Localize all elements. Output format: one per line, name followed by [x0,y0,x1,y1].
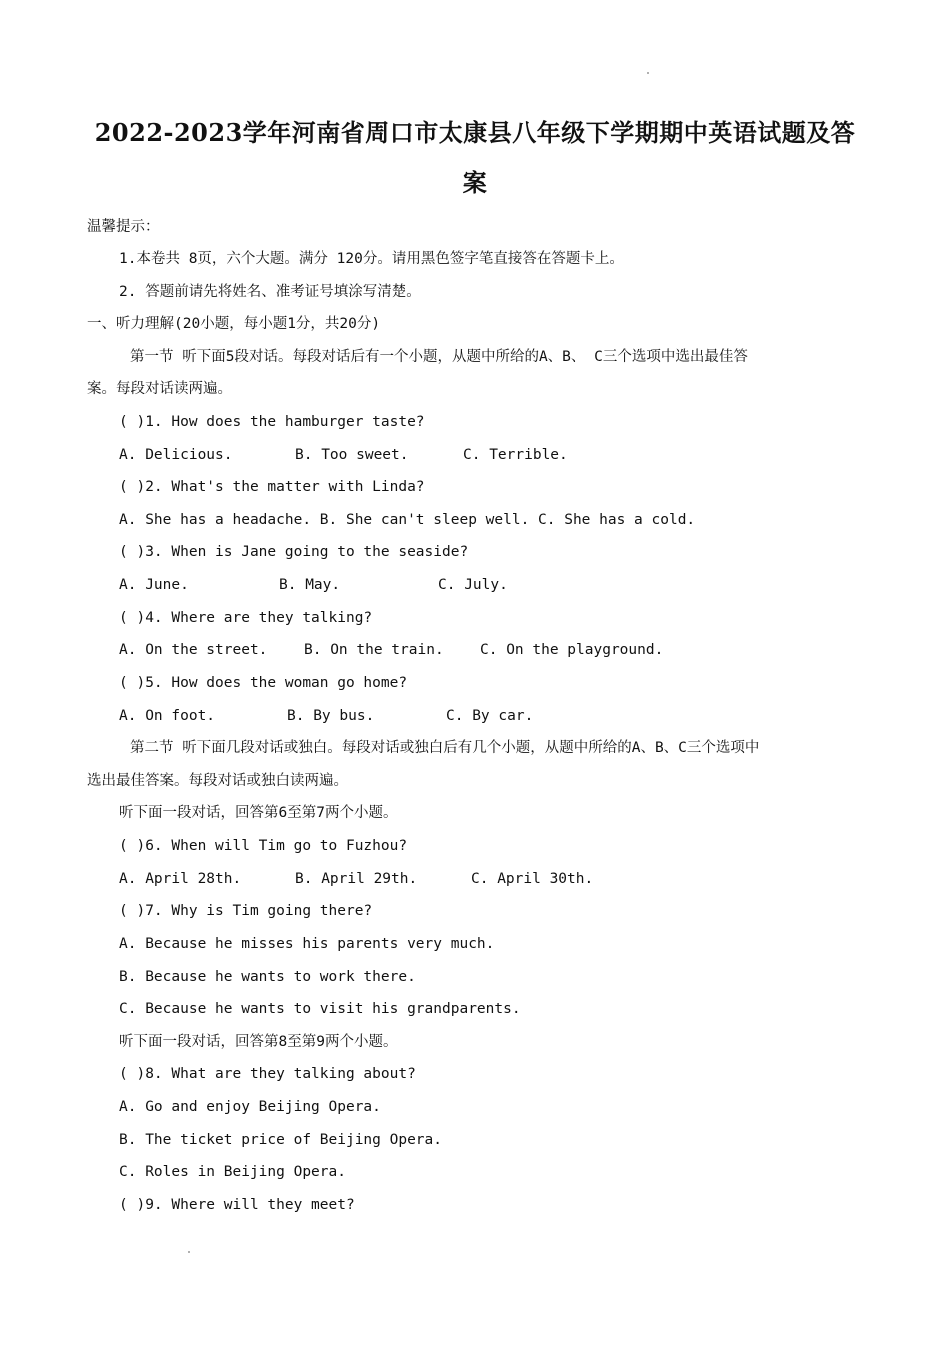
question-stem: ( )8. What are they talking about? [119,1066,416,1082]
dialog-intro: 听下面一段对话，回答第8至第9两个小题。 [119,1034,398,1050]
option-b: B. By bus. [287,708,375,724]
question-stem: ( )3. When is Jane going to the seaside? [119,544,469,560]
option-b: B. Because he wants to work there. [119,969,416,985]
option-c: C. July. [438,577,508,593]
option-a: A. April 28th. [119,871,242,887]
tips-label: 温馨提示： [87,219,160,235]
scan-speck [647,72,649,74]
option-b: B. Too sweet. [295,447,409,463]
part1-instructions: 第一节 听下面5段对话。每段对话后有一个小题，从题中所给的A、B、 C三个选项中选出最佳答 [130,349,748,365]
option-b: B. On the train. [304,642,444,658]
option-c: C. April 30th. [471,871,594,887]
question-stem: ( )1. How does the hamburger taste? [119,414,425,430]
options-line: A. She has a headache. B. She can't sleep well. C. She has a cold. [119,512,696,528]
part2-instructions: 第二节 听下面几段对话或独白。每段对话或独白后有几个小题，从题中所给的A、B、C三个选项中 [130,740,760,756]
part1-instructions-cont: 案。每段对话读两遍。 [87,381,232,397]
option-c: C. Terrible. [463,447,568,463]
question-stem: ( )6. When will Tim go to Fuzhou? [119,838,408,854]
option-b: B. The ticket price of Beijing Opera. [119,1132,443,1148]
section-heading: 一、听力理解(20小题，每小题1分，共20分) [87,316,381,332]
part2-instructions-cont: 选出最佳答案。每段对话或独白读两遍。 [87,773,348,789]
exam-title [60,108,890,208]
exam-title-line-1: 2022-2023学年河南省周口市太康县八年级下学期期中英语试题及答 [94,118,856,147]
question-stem: ( )7. Why is Tim going there? [119,903,373,919]
option-c: C. On the playground. [480,642,664,658]
option-c: C. Because he wants to visit his grandparents. [119,1001,521,1017]
option-c: C. By car. [446,708,534,724]
question-stem: ( )5. How does the woman go home? [119,675,408,691]
option-a: A. June. [119,577,189,593]
dialog-intro: 听下面一段对话，回答第6至第7两个小题。 [119,805,398,821]
exam-title-line-2: 案 [462,168,488,197]
question-stem: ( )2. What's the matter with Linda? [119,479,425,495]
tip-item: 2. 答题前请先将姓名、准考证号填涂写清楚。 [119,284,421,300]
option-a: A. Delicious. [119,447,233,463]
option-a: A. On foot. [119,708,216,724]
option-a: A. On the street. [119,642,268,658]
option-a: A. Because he misses his parents very much. [119,936,495,952]
tip-item: 1.本卷共 8页，六个大题。满分 120分。请用黑色签字笔直接答在答题卡上。 [119,251,624,267]
option-c: C. Roles in Beijing Opera. [119,1164,346,1180]
scan-speck [188,1251,190,1253]
question-stem: ( )4. Where are they talking? [119,610,373,626]
option-a: A. Go and enjoy Beijing Opera. [119,1099,381,1115]
question-stem: ( )9. Where will they meet? [119,1197,355,1213]
option-b: B. April 29th. [295,871,418,887]
option-b: B. May. [279,577,341,593]
